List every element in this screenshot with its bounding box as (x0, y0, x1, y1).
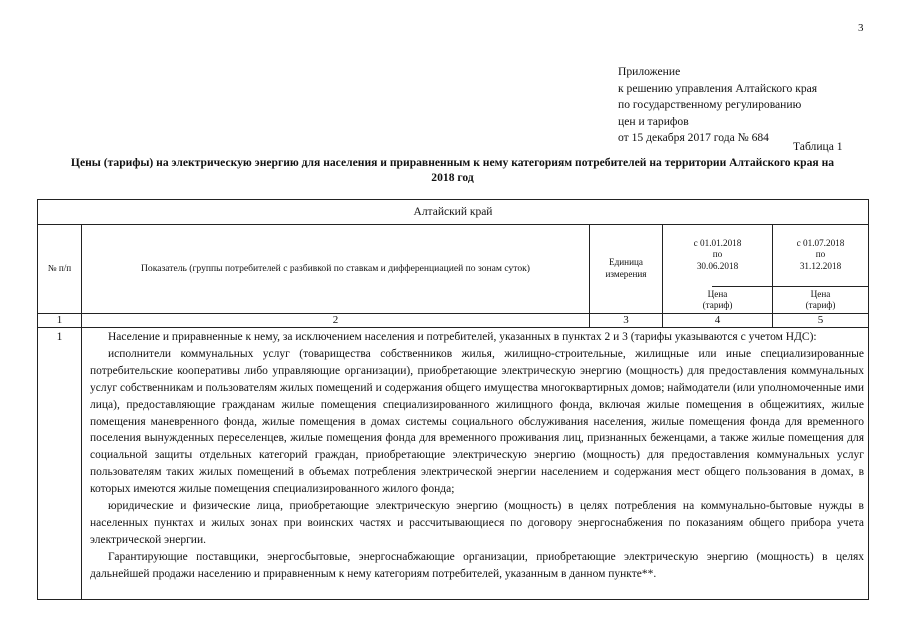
appendix-line: к решению управления Алтайского края (618, 81, 818, 95)
row-description (90, 329, 864, 583)
column-number: 4 (714, 314, 721, 326)
appendix-line: от 15 декабря 2017 года № 684 (618, 131, 769, 145)
column-number: 5 (817, 314, 824, 326)
row-paragraph: юридические и физические лица, приобретающие электрическую энергию (мощность) в целях потребления на коммунально-бытовые нужды в населенных пунктах и жилых зонах при воинских частях и рассчитывающиеся по договору энергоснабжения по показаниям общего прибора учета электрической энергии. (90, 500, 864, 546)
appendix-line: по государственному регулированию (618, 98, 802, 112)
header-unit: Единица измерения (605, 257, 647, 279)
row-paragraph: Гарантирующие поставщики, энергосбытовые, энергоснабжающие организации, приобретающие электрическую энергию (мощность) в целях дальнейшей продажи населению и приравненным к нему категориям потребителей, указанным в данном пункте**. (90, 550, 864, 580)
appendix-line: цен и тарифов (618, 114, 689, 128)
row-number: 1 (56, 331, 63, 343)
appendix-block (618, 64, 817, 147)
row-paragraph: Население и приравненные к нему, за исключением населения и потребителей, указанных в пунктах 2 и 3 (тарифы указываются с учетом НДС): (108, 331, 817, 343)
header-period-2: с 01.07.2018 по 31.12.2018 (796, 237, 845, 271)
document-title: Цены (тарифы) на электрическую энергию для населения и приравненным к нему категориям потребителей на территории Алтайского края на 2018 год (70, 156, 835, 184)
header-price-1: Цена (тариф) (702, 288, 733, 310)
page-number: 3 (858, 22, 864, 34)
header-price-2: Цена (тариф) (805, 288, 836, 310)
region-header: Алтайский край (413, 206, 493, 218)
tariff-table (37, 199, 869, 600)
column-number: 2 (332, 314, 339, 326)
table-rule (38, 327, 868, 328)
appendix-line: Приложение (618, 65, 681, 78)
column-number: 1 (56, 314, 63, 326)
header-period-1: с 01.01.2018 по 30.06.2018 (693, 237, 742, 271)
header-indicator: Показатель (группы потребителей с разбивкой по ставкам и дифференциацией по зонам суток) (140, 262, 531, 274)
table-label: Таблица 1 (793, 140, 843, 153)
column-number: 3 (623, 314, 629, 326)
row-paragraph: исполнители коммунальных услуг (товарищества собственников жилья, жилищно-строительные, жилищные или иные специализированные потребительские кооперативы либо управляющие организации), приобретающие электрическую энергию (мощность) для предоставления коммунальных услуг собственникам и пользователям жилых помещений и содержания общего имущества многоквартирных домов; наймодатели (или уполномоченные ими лица), предоставляющие гражданам жилые помещения специализированного жилищного фонда, включая жилые помещения в общежитиях, жилые помещения маневренного фонда, жилые помещения в домах системы социального обслуживания населения, жилые помещения фонда для временного поселения вынужденных переселенцев, жилые помещения фонда для временного проживания лиц, признанных беженцами, а также жилые помещения для социальной защиты отдельных категорий граждан, приобретающие электрическую энергию (мощность) для предоставления коммунальных услуг пользователям таких жилых помещений в объемах потребления электрической энергии населением и содержания мест общего пользования в домах, в которых имеются жилые помещения специализированного жилого фонда; (90, 347, 864, 496)
header-num: № п/п (47, 262, 72, 273)
